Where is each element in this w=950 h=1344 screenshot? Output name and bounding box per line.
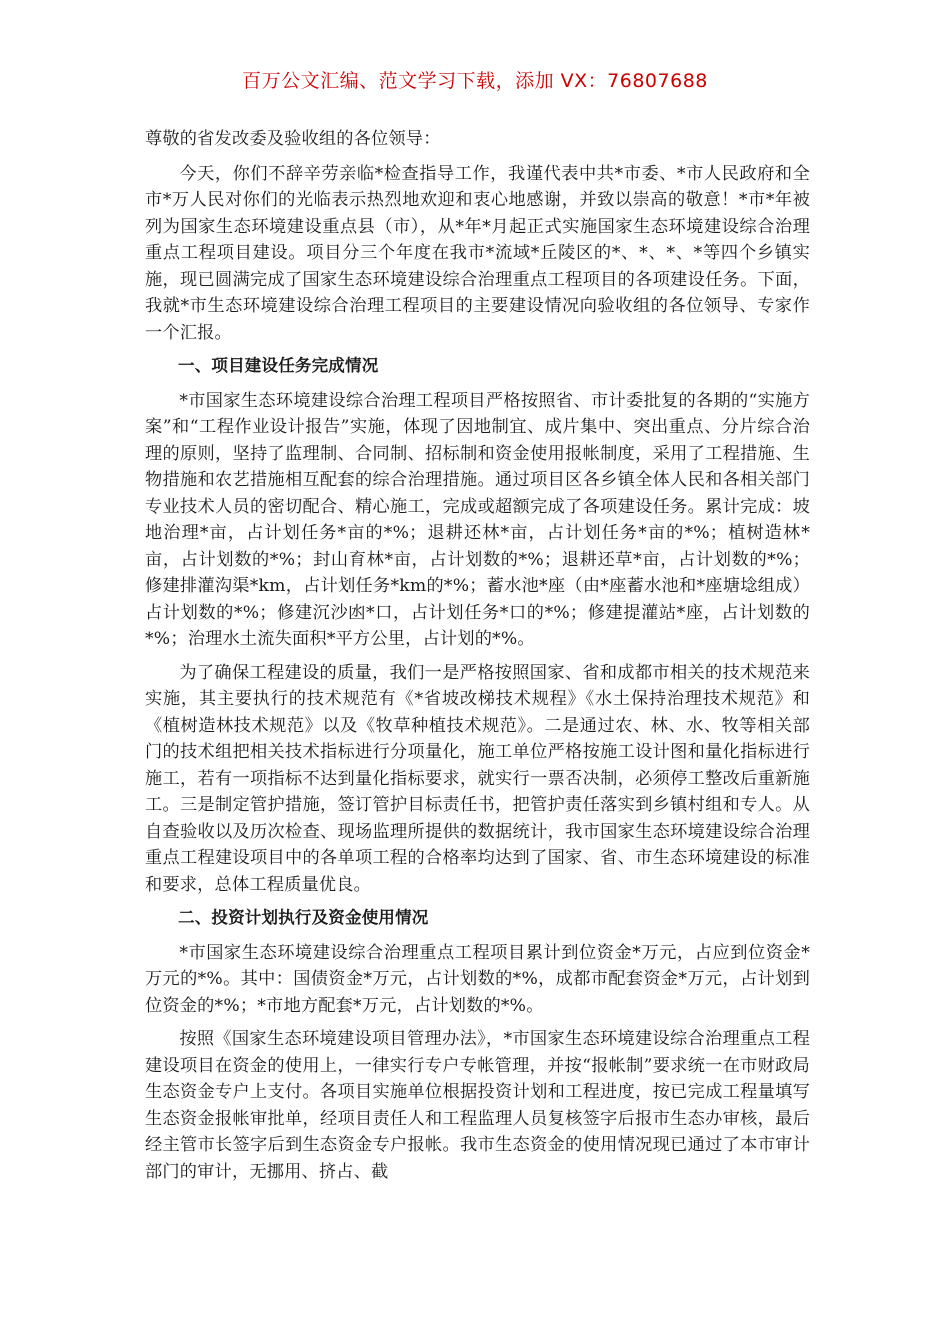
section1-paragraph-2: 为了确保工程建设的质量，我们一是严格按照国家、省和成都市相关的技术规范来实施，其主要执行的技术规范有《*省坡改梯技术规程》《水土保持治理技术规范》和《植树造林技术规范》以及《牧草种植技术规范》。二是通过农、林、水、牧等相关部门的技术组把相关技术指标进行分项量化，施工单位严格按施工设计图和量化指标进行施工，若有一项指标不达到量化指标要求，就实行一票否决制，必须停工整改后重新施工。三是制定管护措施，签订管护目标责任书，把管护责任落实到乡镇村组和专人。从自查验收以及历次检查、现场监理所提供的数据统计，我市国家生态环境建设综合治理重点工程建设项目中的各单项工程的合格率均达到了国家、省、市生态环境建设的标准和要求，总体工程质量优良。	[145, 662, 810, 895]
header-banner: 百万公文汇编、范文学习下载，添加 VX：76807688	[242, 70, 708, 92]
section2-paragraph-1: *市国家生态环境建设综合治理重点工程项目累计到位资金*万元，占应到位资金*万元的*%。其中：国债资金*万元，占计划数的*%，成都市配套资金*万元，占计划到位资金的*%；*市地方配套*万元，占计划数的*%。	[145, 942, 810, 1016]
intro-paragraph: 今天，你们不辞辛劳亲临*检查指导工作，我谨代表中共*市委、*市人民政府和全市*万人民对你们的光临表示热烈地欢迎和衷心地感谢，并致以崇高的敬意！*市*年被列为国家生态环境建设重点县（市），从*年*月起正式实施国家生态环境建设综合治理重点工程项目建设。项目分三个年度在我市*流域*丘陵区的*、*、*、*等四个乡镇实施，现已圆满完成了国家生态环境建设综合治理重点工程项目的各项建设任务。下面，我就*市生态环境建设综合治理工程项目的主要建设情况向验收组的各位领导、专家作一个汇报。	[145, 163, 810, 343]
section-heading-2: 二、投资计划执行及资金使用情况	[178, 908, 429, 927]
document-body	[145, 126, 810, 1192]
section-heading-1: 一、项目建设任务完成情况	[178, 356, 379, 375]
section2-paragraph-2: 按照《国家生态环境建设项目管理办法》，*市国家生态环境建设综合治理重点工程建设项目在资金的使用上，一律实行专户专帐管理，并按“报帐制”要求统一在市财政局生态资金专户上支付。各项目实施单位根据投资计划和工程进度，按已完成工程量填写生态资金报帐审批单，经项目责任人和工程监理人员复核签字后报市生态办审核，最后经主管市长签字后到生态资金专户报帐。我市生态资金的使用情况现已通过了本市审计部门的审计，无挪用、挤占、截	[145, 1029, 810, 1182]
salutation: 尊敬的省发改委及验收组的各位领导：	[145, 129, 441, 149]
section1-paragraph-1: *市国家生态环境建设综合治理工程项目严格按照省、市计委批复的各期的“实施方案”和“工程作业设计报告”实施，体现了因地制宜、成片集中、突出重点、分片综合治理的原则，坚持了监理制、合同制、招标制和资金使用报帐制度，采用了工程措施、生物措施和农艺措施相互配套的综合治理措施。通过项目区各乡镇全体人民和各相关部门专业技术人员的密切配合、精心施工，完成或超额完成了各项建设任务。累计完成：坡地治理*亩，占计划任务*亩的*%；退耕还林*亩，占计划任务*亩的*%；植树造林*亩，占计划数的*%；封山育林*亩，占计划数的*%；退耕还草*亩，占计划数的*%；修建排灌沟渠*km，占计划任务*km的*%；蓄水池*座（由*座蓄水池和*座塘埝组成）占计划数的*%；修建沉沙凼*口，占计划任务*口的*%；修建提灌站*座，占计划数的*%；治理水土流失面积*平方公里，占计划的*%。	[145, 390, 810, 649]
